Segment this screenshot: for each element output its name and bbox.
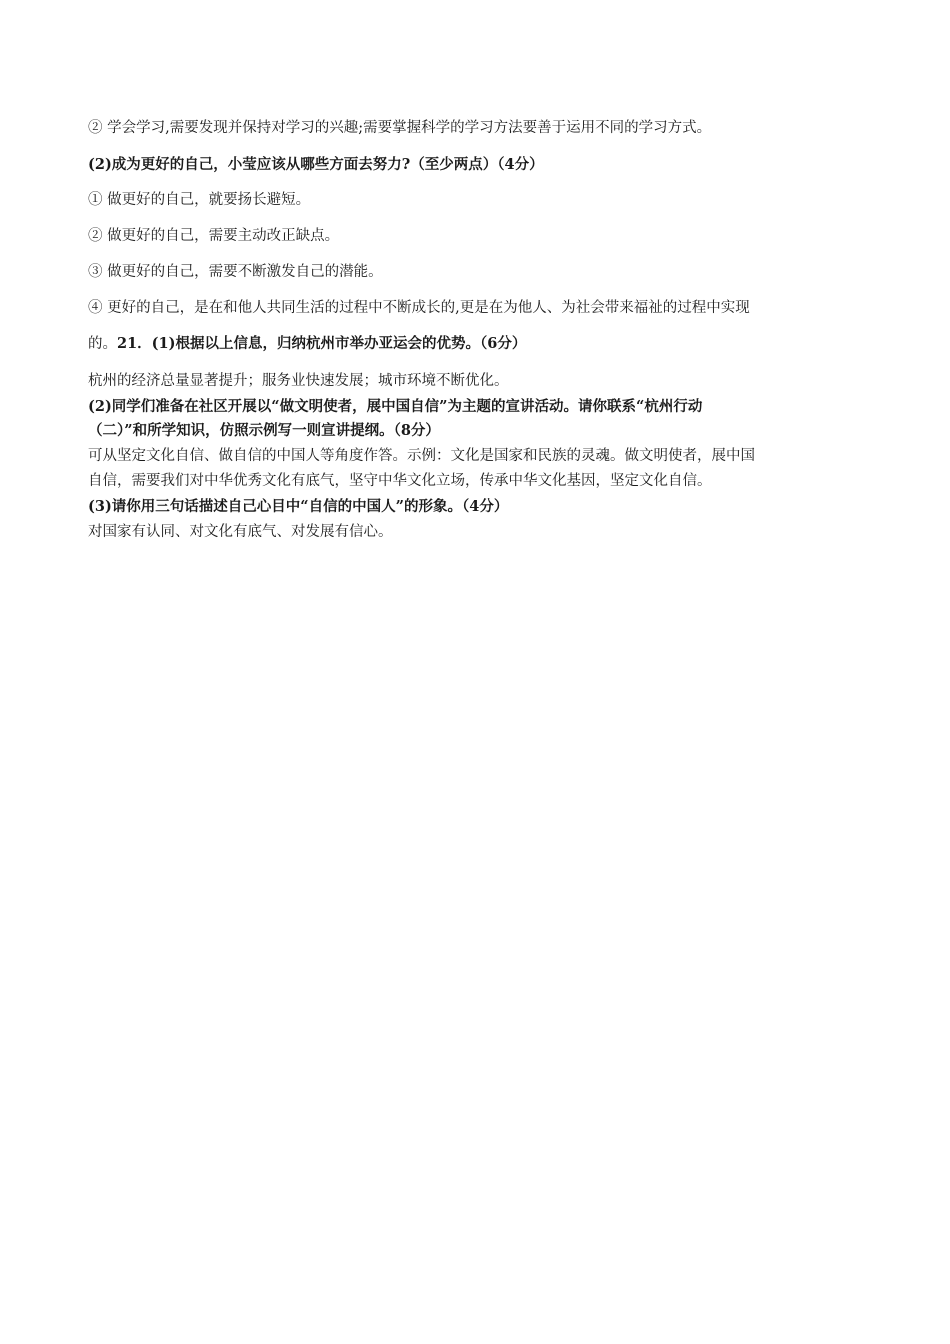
- answer-line-study: ② 学会学习,需要发现并保持对学习的兴趣;需要掌握科学的学习方法要善于运用不同的学习方式。: [88, 120, 712, 136]
- answer-21-3: 对国家有认同、对文化有底气、对发展有信心。: [88, 524, 393, 540]
- answer-point-4-end: 的。: [88, 336, 117, 352]
- question-21-2-heading-continued: （二）”和所学知识，仿照示例写一则宣讲提纲。（8分）: [88, 422, 440, 439]
- answer-21-2-line-2: 自信，需要我们对中华优秀文化有底气，坚守中华文化立场，传承中华文化基因，坚定文化自信。: [88, 473, 712, 489]
- answer-21-1: 杭州的经济总量显著提升；服务业快速发展；城市环境不断优化。: [88, 373, 509, 389]
- question-21-2-heading: (2)同学们准备在社区开展以“做文明使者，展中国自信”为主题的宣讲活动。请你联系“杭州行动: [88, 398, 703, 415]
- answer-point-4-continued: [88, 334, 868, 354]
- answer-point-4: ④ 更好的自己，是在和他人共同生活的过程中不断成长的,更是在为他人、为社会带来福祉的过程中实现: [88, 300, 750, 316]
- answer-21-2-line-1: 可从坚定文化自信、做自信的中国人等角度作答。示例：文化是国家和民族的灵魂。做文明使者，展中国: [88, 448, 755, 464]
- answer-point-3: ③ 做更好的自己，需要不断激发自己的潜能。: [88, 264, 383, 280]
- answer-point-2: ② 做更好的自己，需要主动改正缺点。: [88, 228, 340, 244]
- question-2-heading: (2)成为更好的自己，小莹应该从哪些方面去努力?（至少两点）（4分）: [88, 156, 544, 173]
- answer-point-1: ① 做更好的自己，就要扬长避短。: [88, 192, 311, 208]
- question-21-3-heading: (3)请你用三句话描述自己心目中“自信的中国人”的形象。（4分）: [88, 498, 509, 515]
- question-21-1-heading: 21．(1)根据以上信息，归纳杭州市举办亚运会的优势。（6分）: [117, 335, 527, 352]
